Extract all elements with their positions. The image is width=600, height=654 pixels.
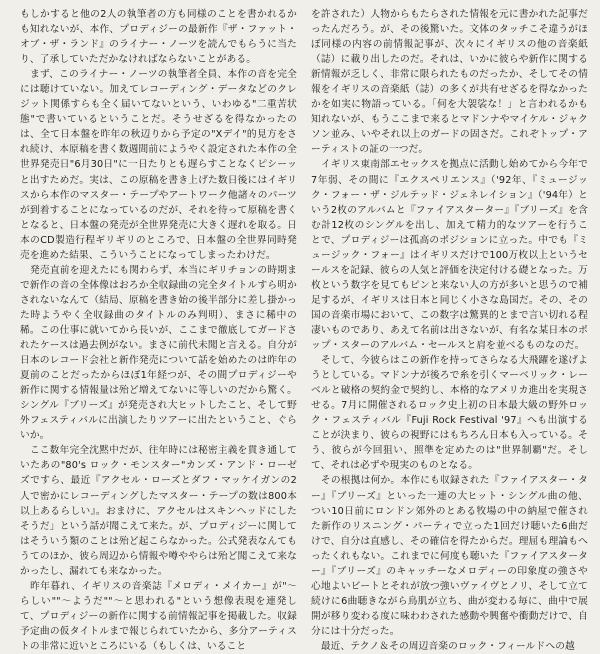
paragraph: その根拠は何か。本作にも収録された『ファイアスター・ター』『ブリーズ』といった一連の大ヒット・シングル曲の他、つい10日前にロンドン郊外のとある牧場の中の納屋で催された新作のリスニング・パーティで立った1回だけ聴いた6曲だけで、自分は直感し、その確信を得たからだ。理屈も理論もへったくれもない。これまでに何度も聴いた『ファイアスターター』『ブリーズ』のキャッチーなメロディーの印象度の強さや心地よいビートとそれが放つ強いヴァイヴとノリ、そして立て続けに6曲聴きながら鳥肌が立ち、曲が変わる毎に、曲中で展開が移り変わる度に味わわされた感動や興奮や衝動だけで、自分には十分だった。 (311, 475, 588, 637)
paragraph: 昨年暮れ、イギリスの音楽誌『メロディ・メイカー』が"〜らしい""〜ようだ""〜と思われる"という想像表現を連発して、プロディジーの新作に関する前情報記事を掲載した。収録予定曲の仮タイトルまで報じられていたから、多分アーティストの非常に近いところにいる（もしくは、いること (20, 580, 297, 652)
left-column (20, 7, 297, 652)
paragraph: もしかすると他の2人の執筆者の方も同様のことを書かれるかも知れないが、本作、プロディジーの最新作『ザ・ファット・オブ・ザ・ランド』のライナー・ノーツを読んでもらうに当たり、了承していただかなければならないことがある。 (20, 9, 297, 66)
paragraph: 最近、テクノ＆その周辺音楽のロック・フィールドへの越 (311, 640, 575, 652)
paragraph: まず、このライナー・ノーツの執筆者全員、本作の音を完全には聴けていない。加えてレコーディング・データなどのクレジット関係すらも全く届いてないという、いわゆる"二重苦状態"で書いているということだ。そうせざるを得なかったのは、全て日本盤を昨年の秋辺りから予定の"Xデイ"的見方をされ続け、本原稿を書く数週間前にようやく設定された本作の全世界発売日"6月30日"に一日たりとも遅らすことなくピシーッと出すためだ。実は、この原稿を書き上げた数日後にはイギリスから本作のマスター・テープやアートワーク他諸々のパーツが到着することになっているのだが、それを待って原稿を書くとなると、日本盤の発売が全世界発売に大きく遅れを取る。日本のCD製造行程ギリギリのところで、日本盤の全世界同時発売を進めた結果、こういうことになってしまったわけだ。 (20, 69, 297, 261)
paragraph: ここ数年完全沈黙中だが、往年時には秘密主義を貫き通していたあの"80's ロック・モンスター"カンズ・アンド・ローゼズですら、最近『アクセル・ローズとダフ・マッケイガンの2人で密かにレコーディングしたマスター・テープの数は800本以上あるらしい』。おまけに、アクセルはスキンヘッドにしたそうだ」という話が聞こえて来た。が、プロディジーに関してはそういう類のことは殆ど起こらなかった。公式発表なんてもうてのほか、彼ら周辺から情報や噂ややらは殆ど聞こえて来なかったし、漏れても来なかった。 (20, 445, 297, 577)
paragraph: そして、今彼らはこの新作を持ってさらなる大飛躍を遂げようとしている。マドンナが後ろで糸を引くマーベリック・レーベルと破格の契約金で契約し、本格的なアメリカ進出を実現させる。7月に開催されるロック史上初の日本最大級の野外ロック・フェスティバル『Fuji Rock Festival '97』へも出演することが決まり、彼らの視野にはもちろん日本も入っている。そう、彼らが今回狙い、照準を定めたのは"世界制覇"だ。そして、それは必ずや現実のものとなる。 (311, 355, 588, 472)
paragraph: を許された）人物からもたらされた情報を元に書かれた記事だったんだろう。が、その後驚いた。文体のタッチこそ違うがほぼ同様の内容の前情報記事が、次々にイギリスの他の音楽紙（誌）に載り出したのだ。それは、いかに彼らや新作に関する新情報が乏しく、非常に限られたものだったか、そしてその情報をイギリスの音楽紙（誌）の多くが共有せざるを得なかったかを如実に物語っている。「何を大袈裟な！」と言われるかも知れないが、もうここまで来るとマドンナやマイケル・ジャクソン並み、いやそれ以上のガードの固さだ。これぞトップ・アーティストの証の一つだ。 (311, 9, 588, 156)
paragraph: 発売直前を迎えたにも関わらず、本当にギリチョンの時期まで新作の音の全体像はおろか全収録曲の完全タイトルすら明かされないなんて（結局、原稿を書き始の後半部分に差し掛かった時ようやく全収録曲のタイトルのみ判明）、まさに稀中の稀。この仕事に就いてから長いが、ここまで徹底してガードされたケースは過去例がない。まさに前代未聞と言える。自分が日本のレコード会社と新作発売について話を始めたのは昨年の夏前のことだったからほぼ1年経つが、その間プロディジーや新作に関する情報量は殆ど増えてないに等しいのだから驚く。シングル『ブリーズ』が発売され大ヒットしたこと、そして野外フェスティバルに出演したりツアーに出たということ、ぐらいか。 (20, 264, 297, 442)
right-column (311, 7, 588, 652)
paragraph: イギリス東南部エセックスを拠点に活動し始めてから今年で7年弱、その間に『エクスペリエンス』（'92年、『ミュージック・フォー・ザ・ジルテッド・ジェネレイション』（'94年）という2枚のアルバムと『ファイアスターター』『ブリーズ』を含む計12枚のシングルを出し、加えて精力的なツアーを行うことで、プロディジーは孤高のポジションに立った。中でも『ミュージック・フォー』はイギリスだけで100万枚以上というセールスを記録、彼らの人気と評価を決定付ける礎となった。万枚という数字を見てもピンと来ない人の方が多いと思うので補足するが、イギリスは日本と同じく小さな島国だ。その、その国の音楽市場において、この数字は驚異的とまで言い切れる程凄いものであり、あえて名前は出さないが、有名な某日本のポップ・スターのアルバム・セールスと肩を並べるものなのだ。 (311, 159, 588, 352)
